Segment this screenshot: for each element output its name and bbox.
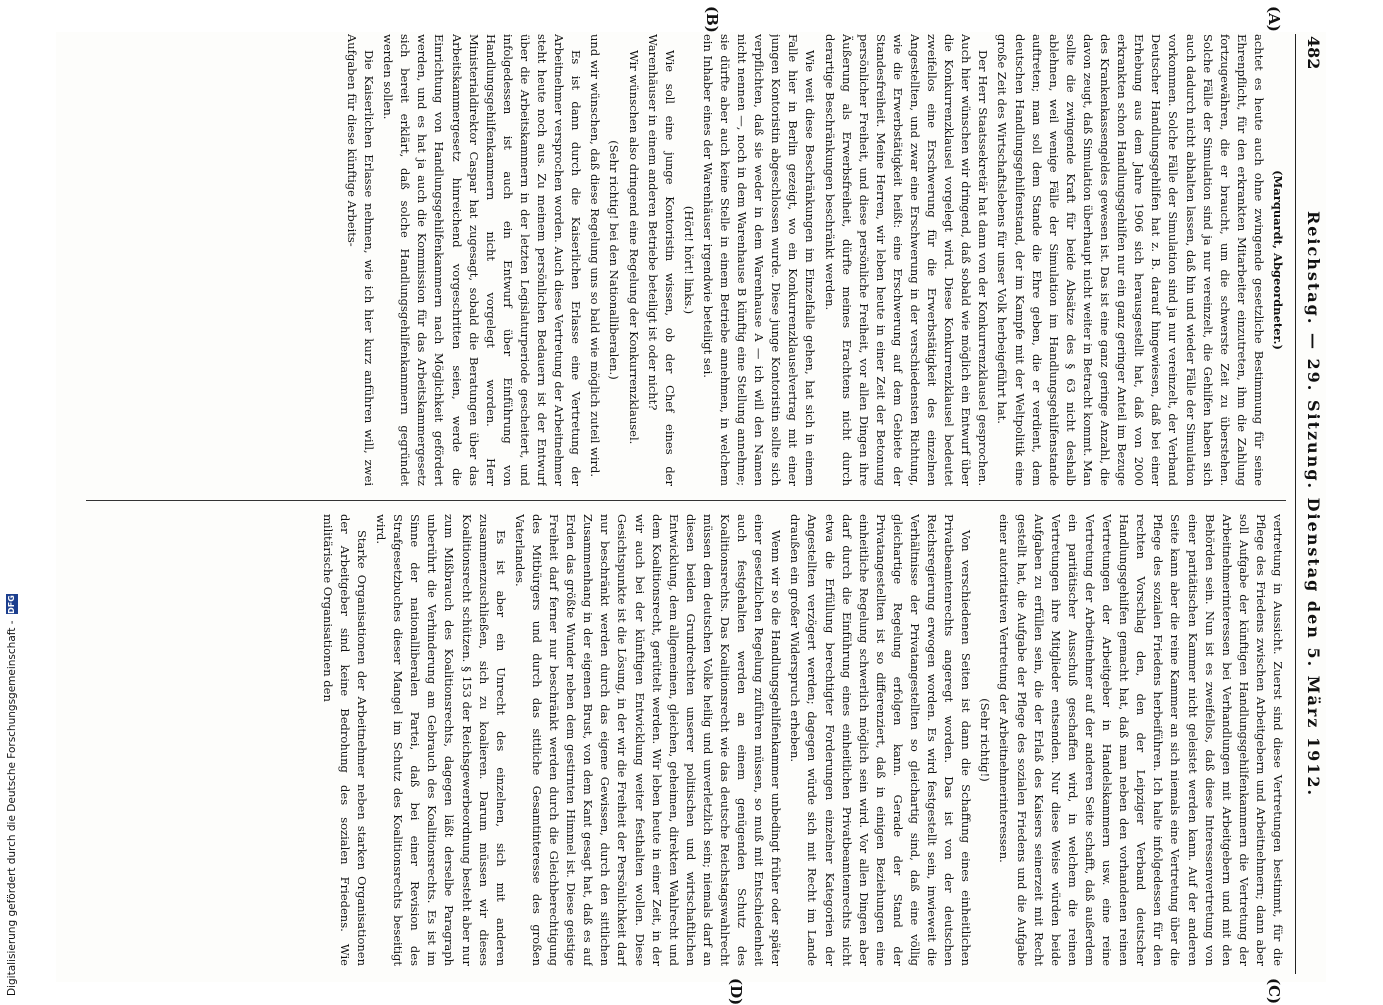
page-header (1295, 34, 1326, 974)
left-column (81, 34, 1286, 486)
rotated-page-content (71, 6, 1326, 1005)
interjection: (Hört! hört! links.) (681, 205, 696, 315)
margin-marker-b: (B) (703, 6, 721, 33)
margin-marker-d: (D) (727, 978, 745, 1005)
paragraph: Wie weit diese Beschränkungen im Einzelfalle gehen, hat sich in einem Falle hier in Berlin gezeigt, wo ein Konkurrenzklauselvertrag mit einer jungen Kontoristin abgeschlossen wurde. Diese junge Kontoristin sollte sich verpflichten, daß sie weder in dem Warenhause A — ich will den Namen nicht nennen —, noch in dem Warenhause B künftig eine Stellung annehme; sie dürfte aber auch keine Stelle in einem Betriebe annehmen, in welchem ein Inhaber eines der Warenhäuser irgendwie beteiligt sei. (700, 34, 818, 486)
right-column (81, 514, 1286, 966)
paragraph: Es ist aber ein Unrecht des einzelnen, sich mit anderen zusammenzuschließen, sich zu koalieren. Darum müssen wir dieses Koalitionsrecht schützen. § 153 der Reichsgewerbeordnung besteht aber nur zum Mißbrauch des Koalitionsrechts, dagegen läßt derselbe Paragraph unberührt die Verhinderung am Gebrauch des Koalitionsrechts. Es ist im Sinne der nationalliberalen Partei, daß bei einer Revision des Strafgesetzbuches dieser Mangel im Schutz des Koalitionsrechts beseitigt wird. (374, 514, 508, 966)
paragraph: Wenn wir so die Handlungsgehilfenkammer unbedingt früher oder später einer gesetzlichen Regelung zuführen müssen, so muß mit Entschiedenheit auch festgehalten werden an einem genügenden Schutz des Koalitionsrechts. Das Koalitionsrecht wie das deutsche Reichstagswahlrecht müssen dem deutschen Volke heilig und unverletzlich sein; niemals darf an diesen beiden Grundrechten unserer politischen und wirtschaftlichen Entwicklung, dem allgemeinen, gleichen, geheimen, direkten Wahlrecht und dem Koalitionsrecht, gerüttelt werden. Wir leben heute in einer Zeit, in der wir auch bei der künftigen Entwicklung weiter festhalten wollen. Diese Gesichtspunkte ist die Lösung, in der wir die Freiheit der Persönlichkeit darf nur beschränkt werden durch das eigene Gewissen, durch den sittlichen Zusammenhang in der eigenen Brust, von dem Kant gesagt hat, daß es auf Erden das größte Wunder neben dem gestirnten Himmel ist. Diese geistige Freiheit darf ferner nur beschränkt werden durch die Gleichberechtigung des Mitbürgers und durch das sittliche Gesamtinteresse des großen Vaterlandes. (512, 514, 784, 966)
paragraph: achtet es heute auch ohne zwingende gesetzliche Bestimmung für seine Ehrenpflicht, für den erkrankten Mitarbeiter einzutreten, ihm die Zahlung fortzugewähren, die er braucht, um die schwerste Zeit zu überstehen. Solche Fälle der Simulation sind ja nur vereinzelt, die Gehilfen haben sich auch dadurch nicht abhalten lassen, daß hin und wieder Fälle der Simulation vorkommen. Solche Fälle der Simulation sind ja nur vereinzelt, der Verband Deutscher Handlungsgehilfen hat z. B. darauf hingewiesen, daß bei einer Erhebung aus dem Jahre 1906 sich herausgestellt hat, daß von 2000 erkrankten schon Handlungsgehilfen nur ein ganz geringer Anteil im Bezuge des Krankenkassengeldes gewesen ist. Das ist eine ganz geringe Anzahl, die davon zeugt, daß Simulation überhaupt nicht weiter in Betracht kommt. Man sollte die zwingende Kraft für beide Absätze des § 63 nicht deshalb ablehnen, weil wenige Fälle der Simulation im Handlungsgehilfenstande auftreten; man soll dem Stande die Ehre geben, die er verdient, dem deutschen Handlungsgehilfenstand, der im Kampfe mit der Weltpolitik eine große Zeit des Wirtschaftslebens für unser Volk herbeigeführt hat. (995, 34, 1266, 486)
paragraph: Der Herr Staatssekretär hat dann von der Konkurrenzklausel gesprochen. Auch hier wünschen wir dringend, daß sobald wie möglich ein Entwurf über die Konkurrenzklausel vorgelegt wird. Diese Konkurrenzklausel bedeutet zweifellos eine Erschwerung für die Erwerbstätigkeit des einzelnen Angestellten, und zwar eine Erschwerung in der verschiedensten Richtung, wie die Erwerbstätigkeit heißt: eine Erschwerung auf dem Gebiete der Standesfreiheit. Meine Herren, wir leben heute in einer Zeit der Betonung persönlicher Freiheit, und diese persönliche Freiheit, vor allen Dingen ihre Äußerung als Erwerbsfreiheit, dürfte meines Erachtens nicht durch derartige Beschränkungen beschränkt werden. (822, 34, 991, 486)
interjection: (Sehr richtig!) (978, 698, 993, 782)
interjection: (Sehr richtig! bei den Nationalliberalen.) (607, 140, 622, 380)
digitization-note: Digitalisierung gefördert durch die Deutsche Forschungsgemeinschaft - (6, 620, 18, 996)
margin-marker-c: (C) (1265, 978, 1283, 1005)
paragraph: Es ist dann durch die Kaiserlichen Erlasse eine Vertretung der Arbeitnehmer versprochen worden. Auch diese Vertretung der Arbeitnehmer steht heute noch aus. Zu meinem persönlichen Bedauern ist der Entwurf über die Arbeitskammern in der letzten Legislaturperiode gescheitert, und infolgedessen ist auch ein Entwurf über Einführung von Handlungsgehilfenkammern nicht vorgelegt worden. Herr Ministerialdirektor Caspar hat zugesagt, sobald die Beratungen über das Arbeitskammergesetz hinreichend vorgeschritten seien, werde die Einrichtung von Handlungsgehilfenkammern nach Möglichkeit gefördert werden, und es hat ja auch die Kommission für das Arbeitskammergesetz sich bereit erklärt, daß solche Handlungsgehilfenkammern gegründet werden sollen. (381, 34, 584, 486)
margin-marker-a: (A) (1265, 6, 1283, 32)
paragraph: Starke Organisationen der Arbeitnehmer neben starken Organisationen der Arbeitgeber sind keine Bedrohung des sozialen Friedens. Wie militärische Organisationen den (320, 514, 370, 966)
paragraph: Die Kaiserlichen Erlasse nehmen, wie ich hier kurz anführen will, zwei Aufgaben für diese künftige Arbeits- (345, 34, 377, 486)
digitization-stamp (6, 594, 18, 996)
page-number: 482 (1304, 36, 1323, 70)
column-divider (86, 500, 1286, 501)
paragraph: Wie soll eine junge Kontoristin wissen, ob der Chef eines der Warenhäuser in einem anderen Betriebe beteiligt ist oder nicht? (645, 34, 677, 486)
page-title: Reichstag. — 29. Sitzung. Dienstag den 5. März 1912. (1304, 210, 1323, 798)
dfg-logo-icon: DFG (7, 595, 16, 614)
scanned-page (56, 6, 1326, 1005)
paragraph: Wir wünschen also dringend eine Regelung der Konkurrenzklausel. (626, 50, 641, 445)
paragraph: vertretung in Aussicht. Zuerst sind diese Vertretungen bestimmt, für die Pflege des Friedens zwischen Arbeitgebern und Arbeitnehmern; dann aber soll Aufgabe der künftigen Handlungsgehilfenkammern die Vertretung der Arbeitnehmerinteressen bei Verhandlungen mit Arbeitgebern und mit den Behörden sein. Nun ist es zweifellos, daß diese Interessenvertretung von einer paritätischen Kammer nicht geleistet werden kann. Auf der anderen Seite kann aber die reine Kammer an sich niemals eine Vertretung über die Pflege des sozialen Friedens herbeiführen. Ich halte infolgedessen für den rechten Vorschlag den, den der Leipziger Verband deutscher Handlungsgehilfen gemacht hat, daß man neben den vorhandenen reinen Vertretungen der Arbeitgeber in Handelskammern usw. eine reine Vertretung der Arbeitnehmer auf der anderen Seite schafft, daß außerdem ein paritätischer Ausschuß geschaffen wird, in welchem die reinen Vertretungen ihre Mitglieder entsenden. Nur diese Weise würden beide Aufgaben zu erfüllen sein, die der Erlaß des Kaisers seinerzeit mit Recht gestellt hat, die Aufgabe der Pflege des sozialen Friedens und die Aufgabe einer autoritativen Vertretung der Arbeitnehmerinteressen. (997, 514, 1285, 966)
speaker-line: (Marquardt, Abgeordneter.) (1271, 170, 1285, 350)
paragraph: und wir wünschen, daß diese Regelung uns so bald wie möglich zuteil wird. (588, 34, 603, 478)
paragraph: Von verschiedenen Seiten ist dann die Schaffung eines einheitlichen Privatbeamtenrechts angeregt worden. Das ist von der deutschen Reichsregierung erwogen worden. Es wird festgestellt sein, inwieweit die Verhältnisse der Privatangestellten so gleichartig sind, daß eine völlig gleichartige Regelung erfolgen kann. Gerade der Stand der Privatangestellten ist so differenziert, daß in einigen Beziehungen eine einheitliche Regelung schwerlich möglich sein wird. Vor allen Dingen aber darf durch die Einführung eines einheitlichen Privatbeamtenrechts nicht etwa die Erfüllung berechtigter Forderungen einzelner Kategorien der Angestellten verzögert werden; dagegen würde sich mit Recht im Lande draußen ein großer Widerspruch erheben. (788, 514, 974, 966)
